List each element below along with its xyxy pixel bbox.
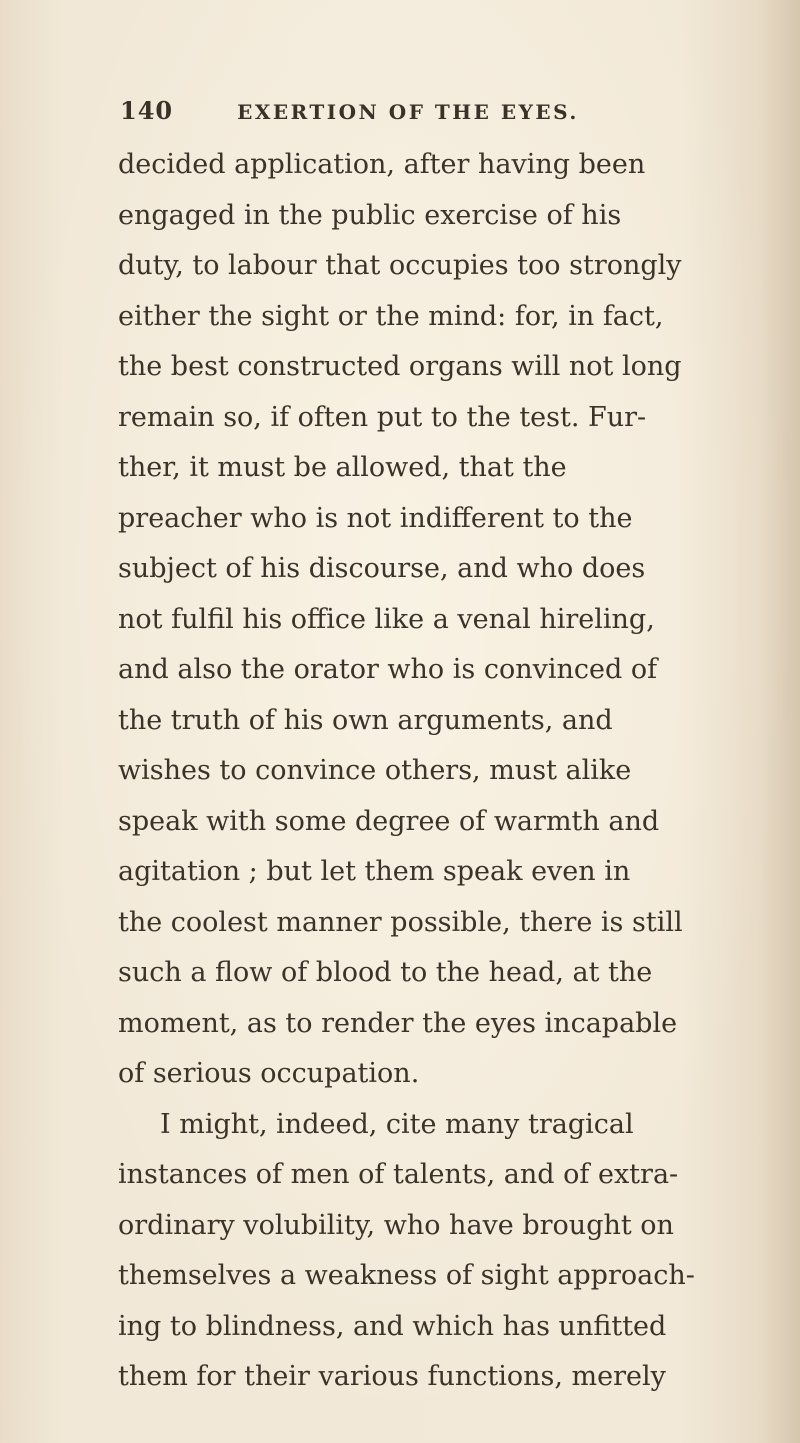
text-line: decided application, after having been [118,149,646,180]
text-line: the best constructed organs will not long [118,351,682,382]
running-title: EXERTION OF THE EYES. [237,100,579,124]
body-text [118,140,798,1403]
text-line: instances of men of talents, and of extra- [118,1159,679,1190]
text-line: agitation ; but let them speak even in [118,856,631,887]
text-line: them for their various functions, merely [118,1361,666,1392]
text-line: ing to blindness, and which has unfitted [118,1310,667,1342]
text-line: such a flow of blood to the head, at the [118,957,653,988]
text-line: duty, to labour that occupies too strongly [118,250,682,281]
text-line: speak with some degree of warmth and [118,805,660,837]
text-line: the truth of his own arguments, and [118,704,613,736]
text-line: and also the orator who is convinced of [118,654,658,685]
text-line: subject of his discourse, and who does [118,553,646,584]
text-line: not fulfil his office like a venal hireling, [118,603,655,635]
text-line: ther, it must be allowed, that the [118,452,567,483]
text-line: either the sight or the mind: for, in fact, [118,300,664,332]
text-line: wishes to convince others, must alike [118,755,632,786]
text-line: moment, as to render the eyes incapable [118,1007,678,1039]
page-number: 140 [120,96,174,125]
text-line: the coolest manner possible, there is still [118,906,683,938]
page-edge-shadow [760,0,800,1443]
text-line: themselves a weakness of sight approach- [118,1260,695,1291]
text-line: ordinary volubility, who have brought on [118,1209,674,1241]
text-line: of serious occupation. [118,1058,420,1089]
text-line: engaged in the public exercise of his [118,199,622,231]
running-head [120,96,720,130]
paragraph-start-line: I might, indeed, cite many tragical [160,1108,634,1140]
text-line: remain so, if often put to the test. Fur- [118,401,647,433]
text-line: preacher who is not indifferent to the [118,502,633,534]
